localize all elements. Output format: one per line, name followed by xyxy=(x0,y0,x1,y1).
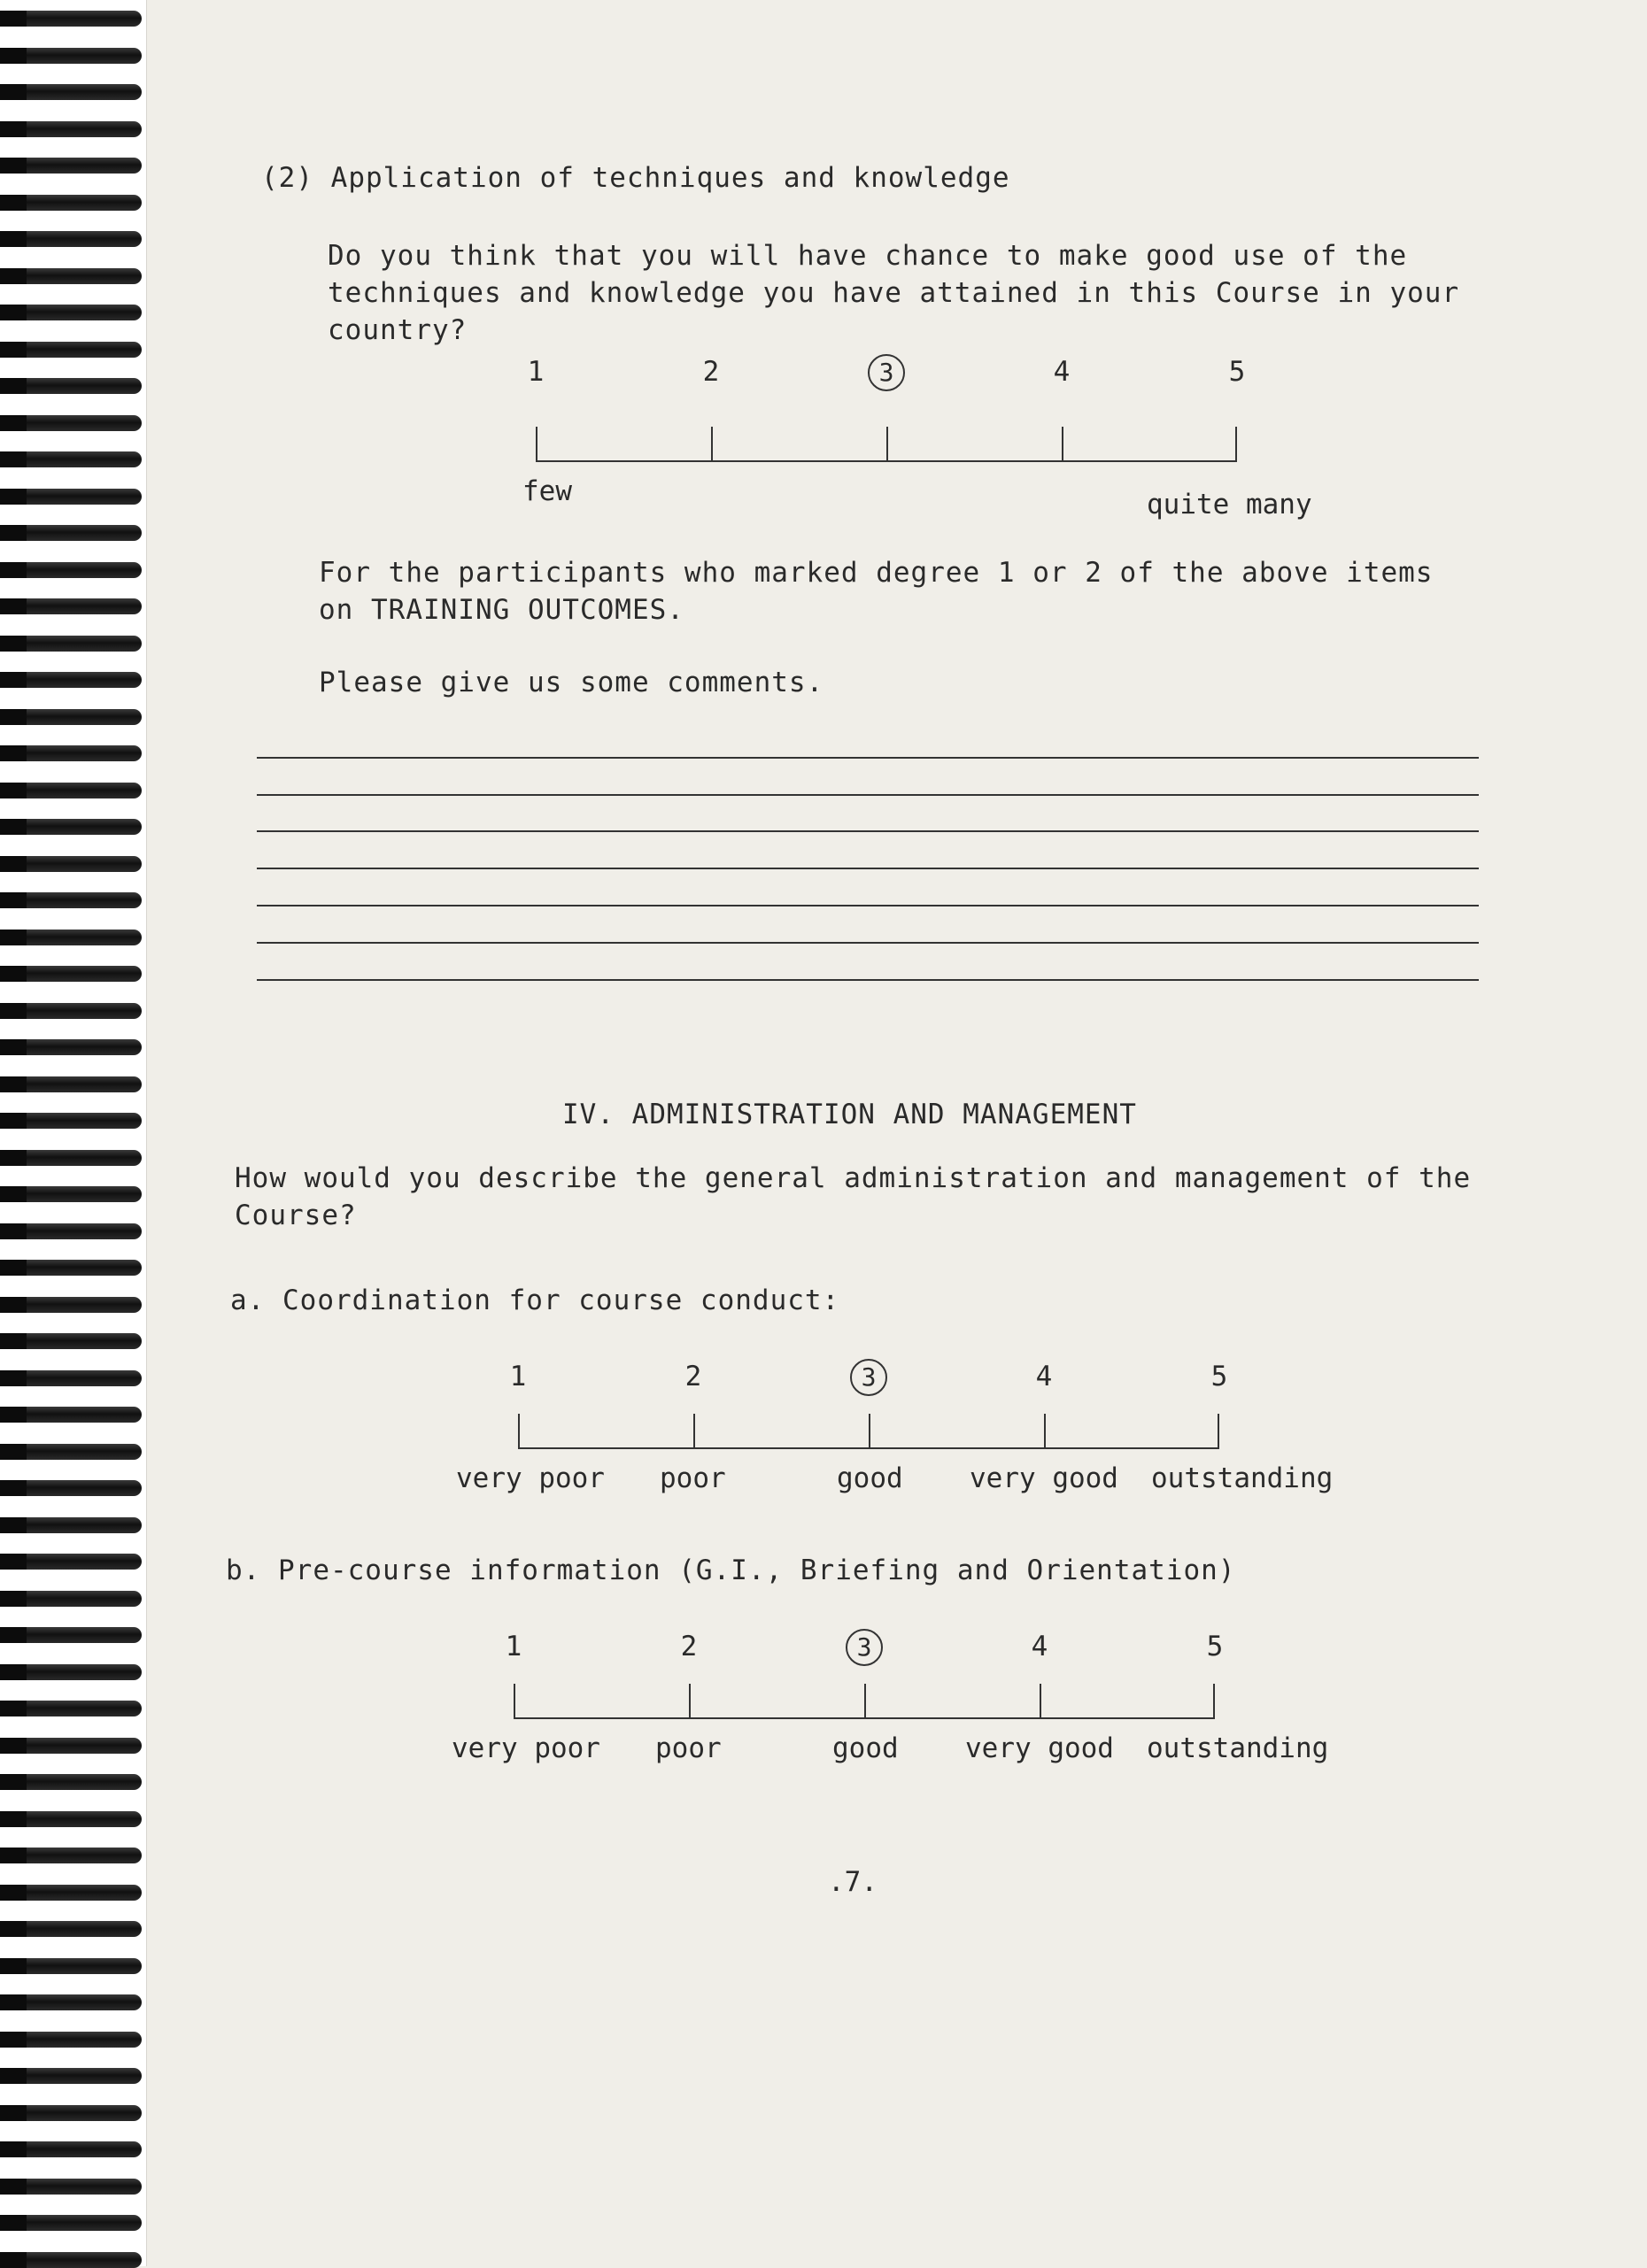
binding-coil xyxy=(0,709,142,725)
rating-scale-coordination xyxy=(456,1359,1334,1536)
binding-coil xyxy=(0,1186,142,1202)
comment-request: Please give us some comments. xyxy=(319,667,824,698)
comment-line[interactable] xyxy=(257,905,1479,906)
binding-coil xyxy=(0,562,142,578)
binding-coil xyxy=(0,1223,142,1239)
binding-coil xyxy=(0,672,142,688)
binding-coil xyxy=(0,489,142,505)
binding-coil xyxy=(0,1921,142,1937)
binding-coil xyxy=(0,1407,142,1423)
scale-tick xyxy=(1235,427,1237,462)
binding-coil xyxy=(0,1260,142,1276)
scale-label: outstanding xyxy=(1151,1462,1334,1494)
comment-line[interactable] xyxy=(257,979,1479,981)
binding-coil xyxy=(0,2252,142,2268)
binding-coil xyxy=(0,856,142,872)
binding-coil xyxy=(0,930,142,945)
binding-coil xyxy=(0,1039,142,1055)
binding-coil xyxy=(0,1444,142,1460)
scale-number: 2 xyxy=(702,356,720,388)
page-number: .7. xyxy=(828,1866,878,1898)
binding-coil xyxy=(0,305,142,320)
binding-coil xyxy=(0,121,142,137)
binding-coil xyxy=(0,1297,142,1313)
note-line: on TRAINING OUTCOMES. xyxy=(319,594,684,626)
outcomes-note xyxy=(319,554,1433,629)
scale-number: 4 xyxy=(1035,1361,1053,1392)
binding-coil xyxy=(0,378,142,394)
scale-number: 1 xyxy=(509,1361,527,1392)
binding-coil xyxy=(0,2141,142,2157)
binding-coil xyxy=(0,48,142,64)
question-line: country? xyxy=(328,314,468,346)
binding-coil xyxy=(0,783,142,798)
scale-tick xyxy=(689,1684,691,1719)
scale-number: 2 xyxy=(684,1361,702,1392)
binding-coil xyxy=(0,966,142,982)
binding-coil xyxy=(0,1811,142,1827)
binding-coil xyxy=(0,525,142,541)
binding-coil xyxy=(0,1701,142,1716)
binding-coil xyxy=(0,1994,142,2010)
binding-coil xyxy=(0,1738,142,1754)
binding-coil xyxy=(0,1113,142,1129)
binding-coil xyxy=(0,1958,142,1974)
document-page xyxy=(146,0,1647,2266)
scale-tick xyxy=(869,1414,870,1449)
binding-coil xyxy=(0,1774,142,1790)
scale-label: very good xyxy=(965,1732,1114,1764)
binding-coil xyxy=(0,1150,142,1166)
binding-coil xyxy=(0,195,142,211)
scale-tick xyxy=(1062,427,1063,462)
scale-label: very poor xyxy=(456,1462,605,1494)
binding-coil xyxy=(0,1627,142,1643)
rating-scale-precourse xyxy=(452,1629,1329,1806)
question-line: How would you describe the general administration and management of the xyxy=(235,1162,1472,1194)
question-paragraph xyxy=(328,237,1459,349)
scale-number: 1 xyxy=(527,356,545,388)
binding-coil xyxy=(0,1517,142,1533)
comment-line[interactable] xyxy=(257,830,1479,832)
scale-label: very poor xyxy=(452,1732,600,1764)
binding-coil xyxy=(0,158,142,174)
binding-coil xyxy=(0,1480,142,1496)
scale-label: good xyxy=(832,1732,899,1764)
binding-coil xyxy=(0,1076,142,1092)
binding-coil xyxy=(0,598,142,614)
binding-coil xyxy=(0,1333,142,1349)
scale-number-selected xyxy=(860,354,913,391)
section-title: IV. ADMINISTRATION AND MANAGEMENT xyxy=(562,1099,1137,1130)
comment-line[interactable] xyxy=(257,942,1479,944)
binding-coil xyxy=(0,1848,142,1863)
scale-label-right: quite many xyxy=(1147,489,1312,521)
binding-coil xyxy=(0,268,142,284)
admin-question xyxy=(235,1160,1471,1234)
scale-number-selected xyxy=(842,1359,895,1396)
scale-tick xyxy=(518,1414,520,1449)
binding-coil xyxy=(0,451,142,467)
scale-number: 5 xyxy=(1228,356,1246,388)
comment-line[interactable] xyxy=(257,757,1479,759)
scale-label-left: few xyxy=(522,475,572,507)
scale-tick xyxy=(864,1684,866,1719)
binding-coil xyxy=(0,1664,142,1680)
binding-coil xyxy=(0,2179,142,2195)
item-label-coordination: a. Coordination for course conduct: xyxy=(230,1284,840,1316)
scale-label: poor xyxy=(660,1462,726,1494)
question-line: Do you think that you will have chance to make good use of the xyxy=(328,240,1408,272)
scale-number: 5 xyxy=(1210,1361,1228,1392)
binding-coil xyxy=(0,231,142,247)
rating-scale-application xyxy=(522,354,1312,531)
binding-coil xyxy=(0,2068,142,2084)
binding-coil xyxy=(0,84,142,100)
binding-coil xyxy=(0,819,142,835)
spiral-binding xyxy=(0,0,147,2266)
scale-label: outstanding xyxy=(1147,1732,1329,1764)
scale-number: 1 xyxy=(505,1631,522,1662)
circled-number: 3 xyxy=(846,1629,883,1666)
scale-tick xyxy=(1044,1414,1046,1449)
scale-number-selected xyxy=(838,1629,891,1666)
scale-tick xyxy=(514,1684,515,1719)
scale-number: 4 xyxy=(1053,356,1071,388)
binding-coil xyxy=(0,342,142,358)
binding-coil xyxy=(0,1591,142,1607)
scale-tick xyxy=(1218,1414,1219,1449)
binding-coil xyxy=(0,892,142,908)
section-heading: (2) Application of techniques and knowledge xyxy=(261,162,1010,194)
question-line: Course? xyxy=(235,1200,357,1231)
binding-coil xyxy=(0,636,142,652)
binding-coil xyxy=(0,745,142,761)
binding-coil xyxy=(0,2105,142,2121)
scale-label: good xyxy=(837,1462,903,1494)
scale-tick xyxy=(711,427,713,462)
scale-label: very good xyxy=(970,1462,1118,1494)
binding-coil xyxy=(0,1003,142,1019)
scale-tick xyxy=(886,427,888,462)
scale-number: 2 xyxy=(680,1631,698,1662)
item-label-precourse: b. Pre-course information (G.I., Briefing and Orientation) xyxy=(226,1554,1236,1586)
scale-tick xyxy=(693,1414,695,1449)
circled-number: 3 xyxy=(868,354,905,391)
scale-tick xyxy=(536,427,537,462)
question-line: techniques and knowledge you have attained in this Course in your xyxy=(328,277,1460,309)
binding-coil xyxy=(0,2032,142,2048)
comment-line[interactable] xyxy=(257,868,1479,869)
comment-line[interactable] xyxy=(257,794,1479,796)
binding-coil xyxy=(0,1554,142,1570)
binding-coil xyxy=(0,1370,142,1386)
note-line: For the participants who marked degree 1 or 2 of the above items xyxy=(319,557,1434,589)
scale-number: 4 xyxy=(1031,1631,1048,1662)
binding-coil xyxy=(0,415,142,431)
binding-coil xyxy=(0,2215,142,2231)
binding-coil xyxy=(0,1885,142,1901)
scale-tick xyxy=(1040,1684,1041,1719)
scale-number: 5 xyxy=(1206,1631,1224,1662)
binding-coil xyxy=(0,11,142,27)
circled-number: 3 xyxy=(850,1359,887,1396)
scale-label: poor xyxy=(655,1732,722,1764)
scale-tick xyxy=(1213,1684,1215,1719)
